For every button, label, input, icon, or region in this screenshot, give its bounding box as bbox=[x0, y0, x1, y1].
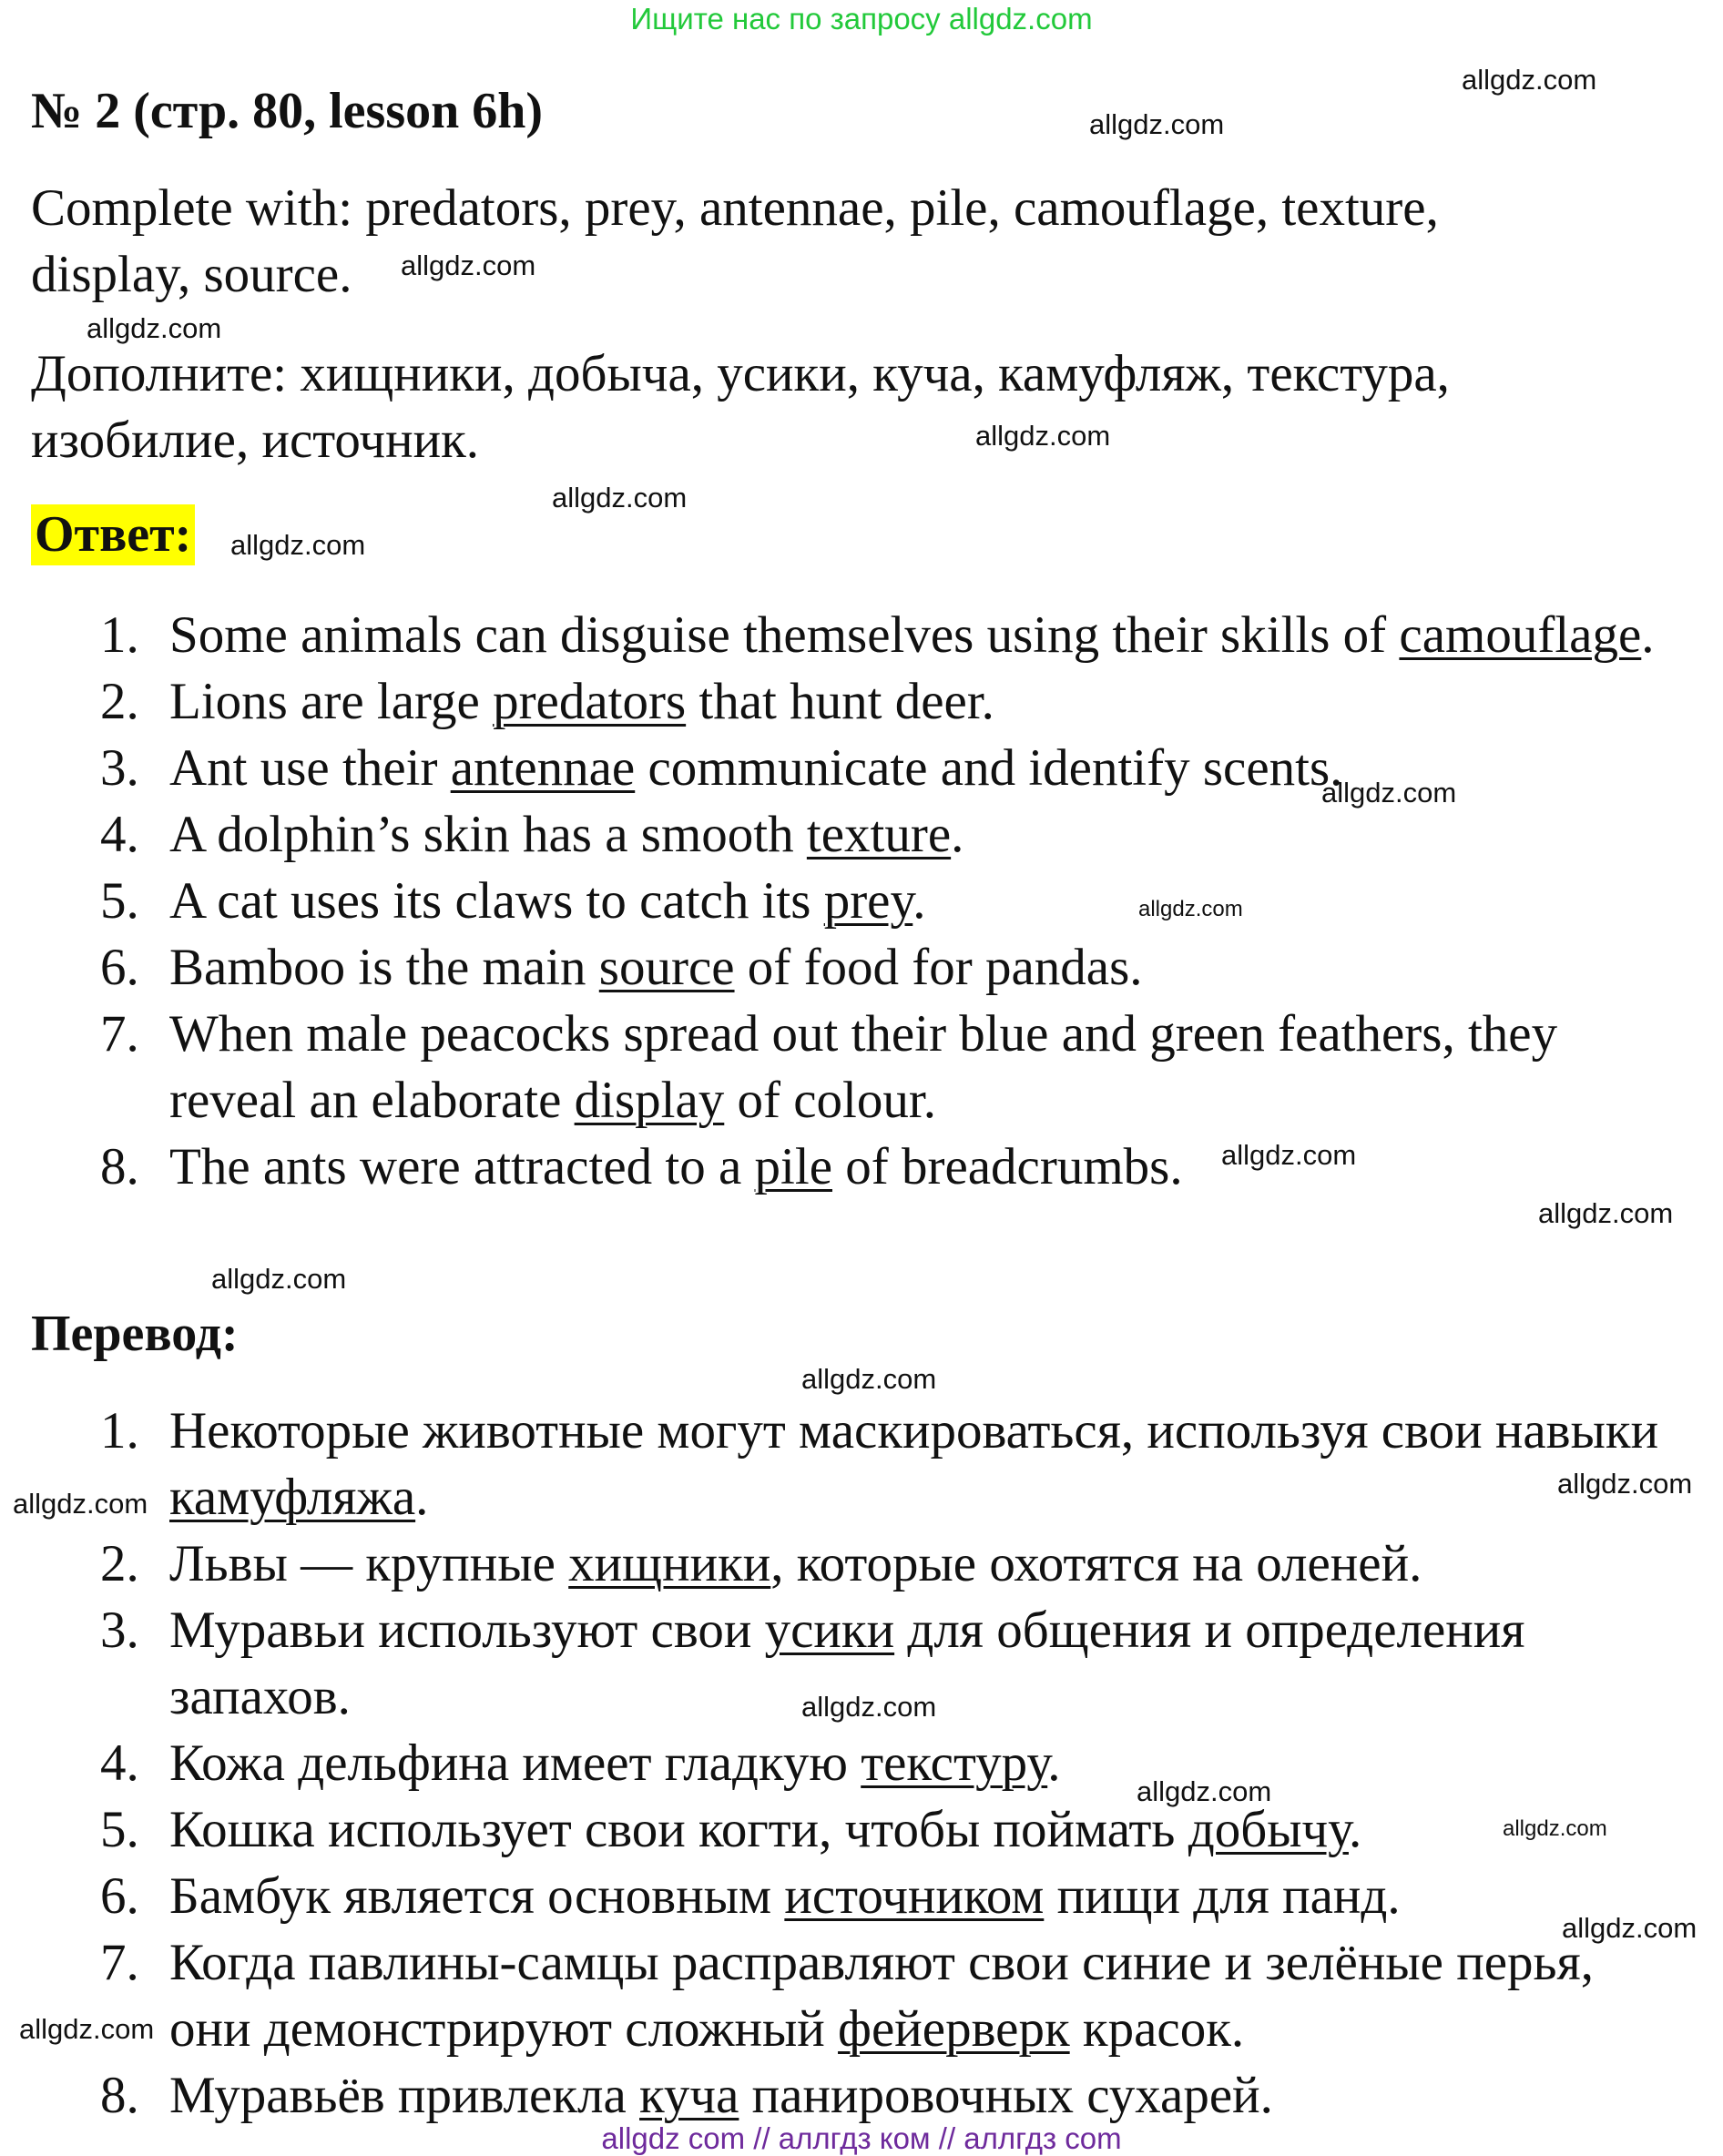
answers-list bbox=[0, 602, 1723, 1200]
item-answer-word: усики bbox=[764, 1602, 895, 1659]
translations-list bbox=[0, 1398, 1723, 2129]
item-answer-word: texture bbox=[806, 806, 952, 863]
watermark: allgdz.com bbox=[87, 312, 222, 344]
item-number: 4. bbox=[100, 806, 139, 863]
item-text-before: Муравьёв привлекла bbox=[169, 2067, 640, 2124]
item-text-before: Lions are large bbox=[169, 673, 494, 730]
item-text-before: Некоторые животные могут маскироваться, используя свои навыки bbox=[169, 1402, 1659, 1459]
watermark: allgdz.com bbox=[1221, 1139, 1357, 1171]
item-text-after: красок. bbox=[1069, 2000, 1245, 2058]
list-item bbox=[0, 735, 1723, 801]
watermark: allgdz.com bbox=[1538, 1197, 1674, 1229]
watermark: allgdz.com bbox=[1138, 897, 1243, 921]
list-item bbox=[0, 602, 1723, 668]
watermark: allgdz.com bbox=[1557, 1468, 1693, 1500]
translation-label: Перевод: bbox=[31, 1306, 239, 1362]
watermark: allgdz.com bbox=[211, 1263, 347, 1295]
item-text-before: Муравьи используют свои bbox=[169, 1602, 765, 1659]
list-item bbox=[0, 1134, 1723, 1200]
item-text-before: Ant use their bbox=[169, 739, 451, 797]
item-text-before: Кожа дельфина имеет гладкую bbox=[169, 1734, 862, 1792]
item-number: 1. bbox=[100, 1402, 139, 1459]
item-text-after: of breadcrumbs. bbox=[832, 1138, 1183, 1195]
footer-watermark: allgdz com // аллгдз ком // аллгдз com bbox=[601, 2121, 1122, 2155]
item-number: 8. bbox=[100, 2067, 139, 2124]
watermark: allgdz.com bbox=[552, 482, 688, 514]
watermark: allgdz.com bbox=[1462, 64, 1597, 96]
watermark: allgdz.com bbox=[801, 1363, 937, 1395]
watermark: allgdz.com bbox=[230, 529, 366, 561]
watermark: allgdz.com bbox=[1562, 1912, 1698, 1944]
item-text-before: Some animals can disguise themselves using their skills of bbox=[169, 606, 1400, 664]
item-text-after: . bbox=[415, 1469, 429, 1526]
watermark: allgdz.com bbox=[1321, 777, 1457, 808]
item-text-after: of colour. bbox=[724, 1072, 936, 1129]
item-answer-word: добычу bbox=[1188, 1801, 1349, 1858]
task-english: Complete with: predators, prey, antennae, pile, camouflage, texture, display, source. bbox=[31, 179, 1439, 303]
item-number: 4. bbox=[100, 1734, 139, 1792]
watermark: allgdz.com bbox=[19, 2013, 155, 2045]
item-answer-word: display bbox=[574, 1072, 725, 1129]
item-answer-word: antennae bbox=[450, 739, 636, 797]
watermark: allgdz.com bbox=[975, 420, 1111, 452]
item-number: 5. bbox=[100, 1801, 139, 1858]
exercise-title: № 2 (стр. 80, lesson 6h) bbox=[31, 83, 544, 139]
list-item bbox=[0, 1929, 1723, 2062]
item-text-before: The ants were attracted to a bbox=[169, 1138, 755, 1195]
list-item bbox=[0, 668, 1723, 735]
item-text-before: When male peacocks spread out their blue and green feathers, they reveal an elaborate bbox=[169, 1005, 1558, 1129]
item-text-after: , которые охотятся на оленей. bbox=[770, 1535, 1422, 1592]
item-text-before: Bamboo is the main bbox=[169, 939, 599, 996]
list-item bbox=[0, 1730, 1723, 1796]
item-number: 3. bbox=[100, 1602, 139, 1659]
list-item bbox=[0, 1863, 1723, 1929]
item-answer-word: camouflage bbox=[1399, 606, 1642, 664]
item-answer-word: predators bbox=[493, 673, 687, 730]
item-text-after: . bbox=[1641, 606, 1655, 664]
item-answer-word: куча bbox=[639, 2067, 739, 2124]
list-item bbox=[0, 801, 1723, 868]
watermark: allgdz.com bbox=[1089, 108, 1225, 140]
item-answer-word: pile bbox=[754, 1138, 832, 1195]
list-item bbox=[0, 2062, 1723, 2129]
watermark: allgdz.com bbox=[1137, 1775, 1272, 1807]
item-number: 2. bbox=[100, 1535, 139, 1592]
list-item bbox=[0, 1398, 1723, 1531]
item-text-after: of food for pandas. bbox=[734, 939, 1143, 996]
item-text-after: . bbox=[1047, 1734, 1061, 1792]
watermark: allgdz.com bbox=[13, 1488, 148, 1520]
item-text-after: панировочных сухарей. bbox=[739, 2067, 1273, 2124]
search-banner: Ищите нас по запросу allgdz.com bbox=[630, 2, 1093, 36]
item-text-after: that hunt deer. bbox=[686, 673, 994, 730]
item-answer-word: фейерверк bbox=[838, 2000, 1070, 2058]
list-item bbox=[0, 868, 1723, 934]
item-answer-word: камуфляжа bbox=[169, 1469, 416, 1526]
item-text-before: Львы — крупные bbox=[169, 1535, 569, 1592]
list-item bbox=[0, 934, 1723, 1001]
watermark: allgdz.com bbox=[1503, 1816, 1607, 1841]
item-answer-word: источником bbox=[784, 1867, 1045, 1925]
item-text-before: A dolphin’s skin has a smooth bbox=[169, 806, 807, 863]
list-item bbox=[0, 1001, 1723, 1134]
list-item bbox=[0, 1796, 1723, 1863]
item-number: 1. bbox=[100, 606, 139, 664]
item-text-after: . bbox=[912, 872, 926, 930]
item-text-before: Когда павлины-самцы расправляют свои синие и зелёные перья, они демонстрируют сложный bbox=[169, 1934, 1594, 2058]
item-text-after: для общения и определения запахов. bbox=[169, 1602, 1525, 1725]
item-number: 7. bbox=[100, 1934, 139, 1991]
item-number: 7. bbox=[100, 1005, 139, 1063]
item-answer-word: source bbox=[598, 939, 735, 996]
answer-label: Ответ: bbox=[31, 504, 195, 565]
item-text-before: A cat uses its claws to catch its bbox=[169, 872, 824, 930]
list-item bbox=[0, 1531, 1723, 1597]
task-russian: Дополните: хищники, добыча, усики, куча, камуфляж, текстура, изобилие, источник. bbox=[31, 345, 1450, 469]
item-number: 6. bbox=[100, 1867, 139, 1925]
item-answer-word: хищники bbox=[568, 1535, 771, 1592]
item-text-after: . bbox=[1348, 1801, 1362, 1858]
item-text-after: communicate and identify scents. bbox=[635, 739, 1343, 797]
item-number: 6. bbox=[100, 939, 139, 996]
item-number: 5. bbox=[100, 872, 139, 930]
item-text-before: Кошка использует свои когти, чтобы поймать bbox=[169, 1801, 1188, 1858]
item-answer-word: текстуру bbox=[861, 1734, 1048, 1792]
item-number: 8. bbox=[100, 1138, 139, 1195]
item-text-after: . bbox=[951, 806, 964, 863]
watermark: allgdz.com bbox=[401, 249, 536, 281]
watermark: allgdz.com bbox=[801, 1691, 937, 1723]
item-answer-word: prey bbox=[823, 872, 913, 930]
item-text-before: Бамбук является основным bbox=[169, 1867, 785, 1925]
item-text-after: пищи для панд. bbox=[1044, 1867, 1401, 1925]
item-number: 2. bbox=[100, 673, 139, 730]
item-number: 3. bbox=[100, 739, 139, 797]
